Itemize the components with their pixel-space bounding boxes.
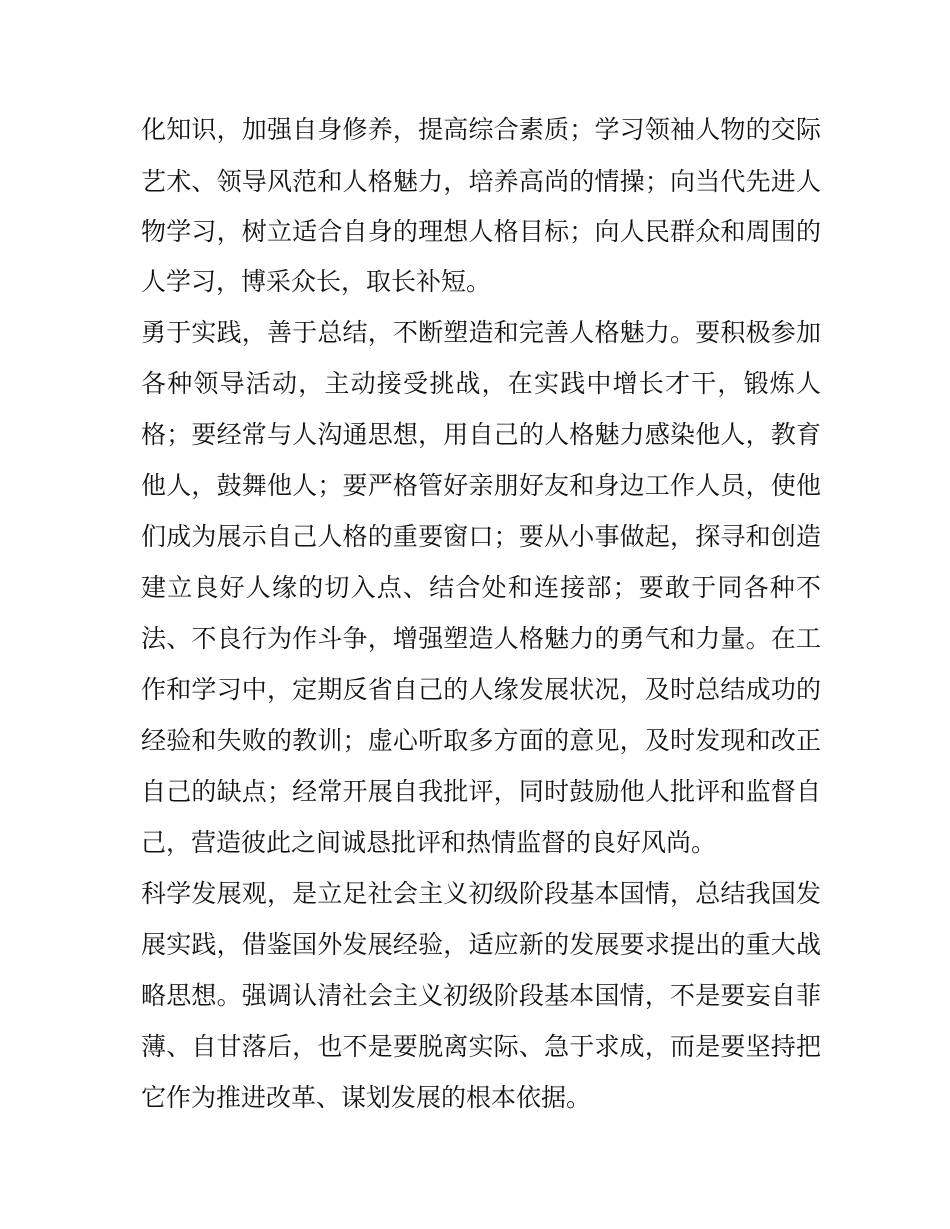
text-line: 作和学习中，定期反省自己的人缘发展状况，及时总结成功的 xyxy=(141,675,821,704)
text-line: 薄、自甘落后，也不是要脱离实际、急于求成，而是要坚持把 xyxy=(141,1032,821,1061)
text-line: 艺术、领导风范和人格魅力，培养高尚的情操；向当代先进人 xyxy=(141,167,821,196)
text-line: 经验和失败的教训；虚心听取多方面的意见，及时发现和改正 xyxy=(141,726,821,755)
text-line: 格；要经常与人沟通思想，用自己的人格魅力感染他人，教育 xyxy=(141,420,821,449)
text-line: 人学习，博采众长，取长补短。 xyxy=(141,267,492,296)
text-line: 建立良好人缘的切入点、结合处和连接部；要敢于同各种不 xyxy=(141,573,821,602)
text-line: 展实践，借鉴国外发展经验，适应新的发展要求提出的重大战 xyxy=(141,930,821,959)
text-line: 法、不良行为作斗争，增强塑造人格魅力的勇气和力量。在工 xyxy=(141,624,821,653)
text-line: 化知识，加强自身修养，提高综合素质；学习领袖人物的交际 xyxy=(141,115,821,144)
text-line: 各种领导活动，主动接受挑战，在实践中增长才干，锻炼人 xyxy=(141,369,821,398)
text-line: 勇于实践，善于总结，不断塑造和完善人格魅力。要积极参加 xyxy=(141,318,821,347)
text-line: 自己的缺点；经常开展自我批评，同时鼓励他人批评和监督自 xyxy=(141,777,821,806)
text-line: 它作为推进改革、谋划发展的根本依据。 xyxy=(141,1083,592,1112)
text-line: 己，营造彼此之间诚恳批评和热情监督的良好风尚。 xyxy=(141,828,717,857)
text-line: 物学习，树立适合自身的理想人格目标；向人民群众和周围的 xyxy=(141,217,821,246)
text-line: 科学发展观，是立足社会主义初级阶段基本国情，总结我国发 xyxy=(141,879,821,908)
text-line: 略思想。强调认清社会主义初级阶段基本国情，不是要妄自菲 xyxy=(141,981,821,1010)
text-line: 他人，鼓舞他人；要严格管好亲朋好友和身边工作人员，使他 xyxy=(141,471,821,500)
text-line: 们成为展示自己人格的重要窗口；要从小事做起，探寻和创造 xyxy=(141,522,821,551)
